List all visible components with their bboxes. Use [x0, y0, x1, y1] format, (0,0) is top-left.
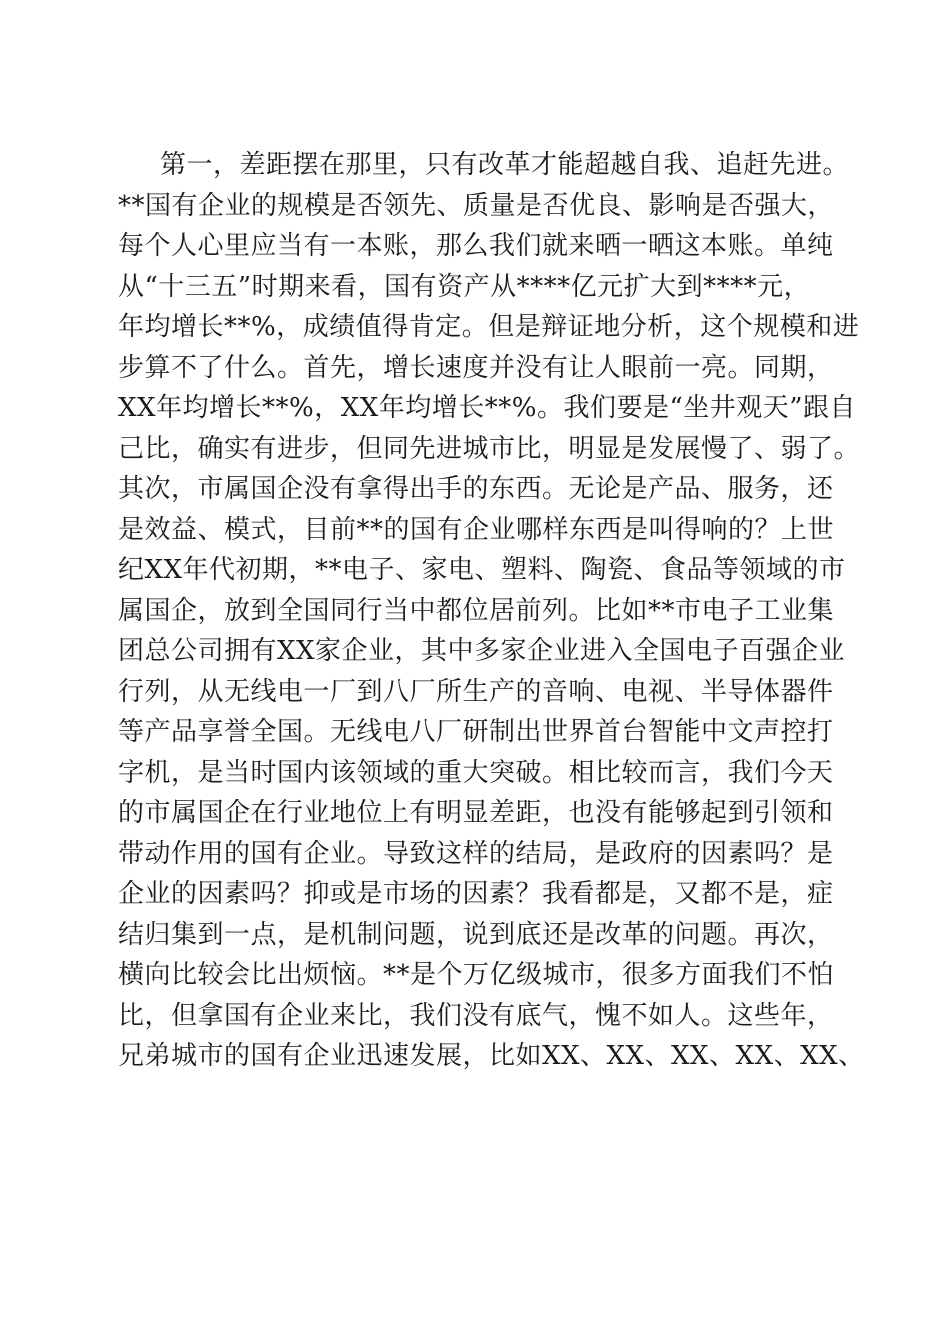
- text-line: 是效益、模式，目前**的国有企业哪样东西是叫得响的？上世: [118, 514, 835, 545]
- text-line: 从“十三五”时期来看，国有资产从****亿元扩大到****元，: [118, 271, 811, 302]
- body-text: [118, 145, 865, 1077]
- text-line: 纪XX年代初期，**电子、家电、塑料、陶瓷、食品等领域的市: [118, 555, 846, 585]
- text-line: 横向比较会比出烦恼。**是个万亿级城市，很多方面我们不怕: [118, 960, 835, 990]
- text-line: 年均增长**%，成绩值得肯定。但是辩证地分析，这个规模和进: [118, 312, 860, 342]
- text-line: 字机，是当时国内该领域的重大突破。相比较而言，我们今天: [118, 757, 834, 788]
- text-line: 兄弟城市的国有企业迅速发展，比如XX、XX、XX、XX、XX、: [118, 1041, 865, 1071]
- text-line: 结归集到一点，是机制问题，说到底还是改革的问题。再次，: [118, 919, 834, 950]
- text-line: 的市属国企在行业地位上有明显差距，也没有能够起到引领和: [118, 798, 834, 828]
- text-line: 属国企，放到全国同行当中都位居前列。比如**市电子工业集: [118, 595, 835, 626]
- text-line: 己比，确实有进步，但同先进城市比，明显是发展慢了、弱了。: [118, 433, 861, 464]
- text-line: 企业的因素吗？抑或是市场的因素？我看都是，又都不是，症: [118, 879, 834, 909]
- text-line: 第一，差距摆在那里，只有改革才能超越自我、追赶先进。: [160, 150, 850, 180]
- text-line: 团总公司拥有XX家企业，其中多家企业进入全国电子百强企业: [118, 636, 846, 666]
- text-line: 等产品享誉全国。无线电八厂研制出世界首台智能中文声控打: [118, 717, 834, 747]
- text-line: XX年均增长**%，XX年均增长**%。我们要是“坐井观天”跟自: [118, 393, 857, 423]
- text-line: 每个人心里应当有一本账，那么我们就来晒一晒这本账。单纯: [118, 231, 834, 261]
- text-line: 其次，市属国企没有拿得出手的东西。无论是产品、服务，还: [118, 474, 834, 504]
- text-line: **国有企业的规模是否领先、质量是否优良、影响是否强大，: [118, 190, 835, 221]
- text-line: 带动作用的国有企业。导致这样的结局，是政府的因素吗？是: [118, 838, 834, 869]
- text-line: 行列，从无线电一厂到八厂所生产的音响、电视、半导体器件: [118, 676, 834, 707]
- text-line: 步算不了什么。首先，增长速度并没有让人眼前一亮。同期，: [118, 352, 834, 383]
- text-line: 比，但拿国有企业来比，我们没有底气，愧不如人。这些年，: [118, 1000, 834, 1031]
